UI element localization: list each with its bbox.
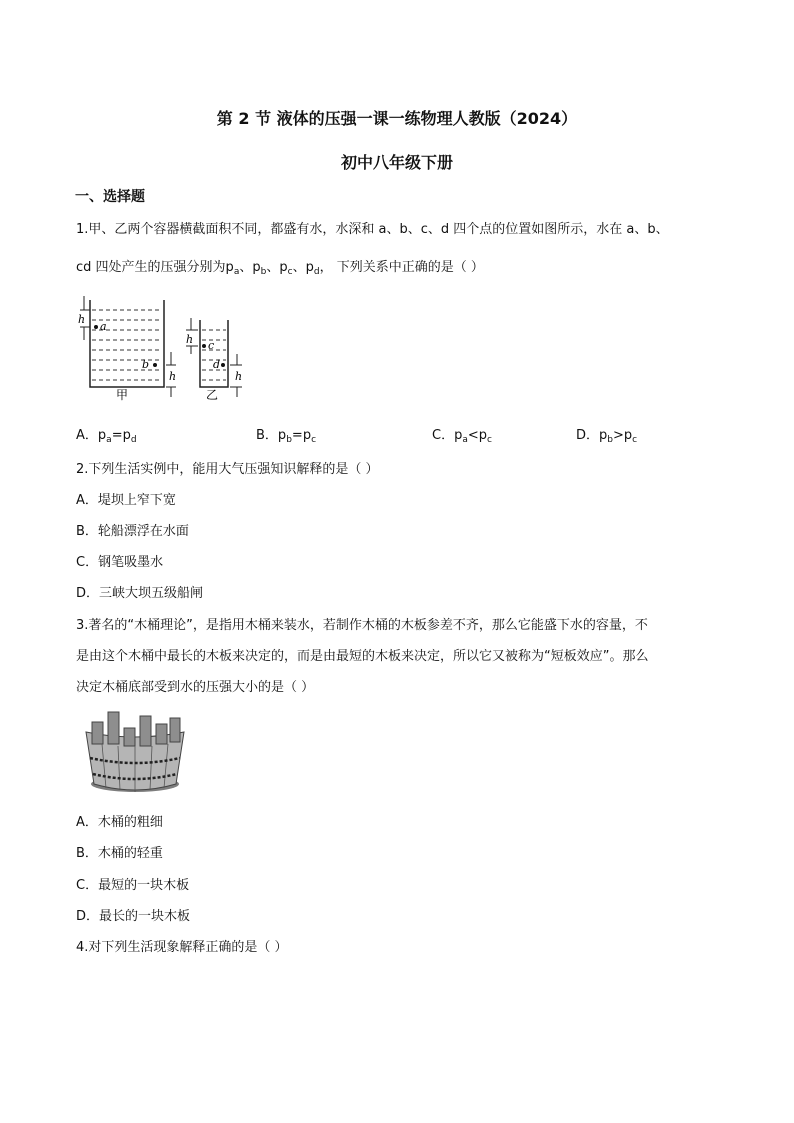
q3-stem-line2: 是由这个木桶中最长的木板来决定的，而是由最短的木板来决定，所以它又被称为“短板效应”。那么 [76, 649, 649, 664]
section-heading: 一、选择题 [75, 189, 145, 205]
document-subtitle: 初中八年级下册 [340, 153, 453, 172]
container-yi [186, 318, 242, 402]
q1-option-c[interactable]: C．$p_a<p_c$ [432, 428, 492, 445]
svg-text:h: h [78, 313, 86, 326]
wooden-bucket-image [80, 708, 190, 796]
q2-option-a[interactable]: A．堤坝上窄下宽 [76, 493, 176, 508]
q1-option-d[interactable]: D．$p_b>p_c$ [576, 428, 638, 445]
svg-text:a: a [100, 320, 107, 333]
svg-text:h: h [169, 370, 177, 383]
svg-text:乙: 乙 [206, 388, 219, 402]
svg-text:甲: 甲 [116, 388, 129, 402]
svg-text:h: h [235, 370, 243, 383]
document-title: 第 2 节 液体的压强一课一练物理人教版（2024） [216, 109, 578, 128]
q3-stem-line3: 决定木桶底部受到水的压强大小的是（ ） [76, 680, 315, 695]
q3-stem-line1: 3.著名的“木桶理论”，是指用木桶来装水，若制作木桶的木板参差不齐，那么它能盛下水的容量，不 [76, 618, 648, 633]
svg-text:d: d [213, 358, 221, 371]
q2-option-c[interactable]: C．钢笔吸墨水 [76, 555, 164, 570]
q2-option-b[interactable]: B．轮船漂浮在水面 [76, 524, 189, 539]
q1-container-figure [76, 292, 256, 402]
q3-option-c[interactable]: C．最短的一块木板 [76, 878, 190, 893]
q1-option-b[interactable]: B．$p_b=p_c$ [256, 428, 317, 445]
q3-option-a[interactable]: A．木桶的粗细 [76, 815, 163, 830]
container-jia [78, 296, 176, 402]
q1-stem-line2: cd 四处产生的压强分别为$p_a$、$p_b$、$p_c$、$p_d$， 下列关系中正确的是（ ） [76, 260, 484, 277]
svg-text:c: c [208, 339, 215, 352]
q3-option-d[interactable]: D．最长的一块木板 [76, 909, 191, 924]
q3-option-b[interactable]: B．木桶的轻重 [76, 846, 163, 861]
q2-stem: 2.下列生活实例中，能用大气压强知识解释的是（ ） [76, 462, 379, 477]
svg-text:h: h [186, 333, 194, 346]
q2-option-d[interactable]: D．三峡大坝五级船闸 [76, 586, 204, 601]
q1-option-a[interactable]: A．$p_a=p_d$ [76, 428, 137, 445]
q1-stem-line1: 1.甲、乙两个容器横截面积不同，都盛有水，水深和 a、b、c、d 四个点的位置如图所示，水在 a、b、 [76, 222, 669, 237]
q4-stem: 4.对下列生活现象解释正确的是（ ） [76, 940, 288, 955]
svg-text:b: b [142, 358, 150, 371]
